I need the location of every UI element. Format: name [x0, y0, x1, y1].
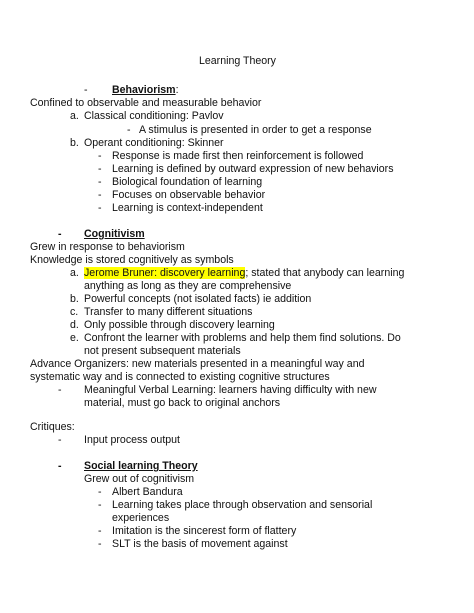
behaviorism-desc: Confined to observable and measurable behavior [30, 97, 262, 109]
social-heading: Social learning Theory [84, 460, 198, 472]
cognitivism-d-marker: d. [70, 319, 79, 331]
behaviorism-a-marker: a. [70, 110, 79, 122]
mvl-line2: material, must go back to original anchors [84, 397, 281, 409]
behaviorism-heading [112, 84, 179, 97]
social-desc: Grew out of cognitivism [84, 473, 195, 485]
behaviorism-b-sub-dash: - [98, 163, 102, 175]
critiques-dash: - [58, 434, 62, 446]
behaviorism-heading-colon: : [175, 84, 179, 96]
social-item-dash: - [98, 538, 102, 550]
mvl-dash: - [58, 384, 62, 396]
cognitivism-c-text: Transfer to many different situations [84, 306, 253, 318]
advance-organizers-line2: systematic way and is connected to existing cognitive structures [30, 371, 330, 383]
social-item-cont: experiences [112, 512, 170, 524]
behaviorism-b-sub: Biological foundation of learning [112, 176, 263, 188]
cognitivism-c-marker: c. [70, 306, 79, 318]
cognitivism-desc2: Knowledge is stored cognitively as symbols [30, 254, 234, 266]
behaviorism-b-sub: Focuses on observable behavior [112, 189, 266, 201]
critiques-heading: Critiques: [30, 421, 75, 433]
cognitivism-heading: Cognitivism [84, 228, 145, 240]
behaviorism-heading-text: Behaviorism [112, 84, 176, 96]
behaviorism-b-text: Operant conditioning: Skinner [84, 137, 224, 149]
behaviorism-b-sub-dash: - [98, 189, 102, 201]
cognitivism-e-cont: not present subsequent materials [84, 345, 241, 357]
social-item: Learning takes place through observation and sensorial [112, 499, 373, 511]
mvl-line1: Meaningful Verbal Learning: learners having difficulty with new [84, 384, 377, 396]
behaviorism-b-sub: Response is made first then reinforcement is followed [112, 150, 364, 162]
social-item: Albert Bandura [112, 486, 183, 498]
behaviorism-b-sub-dash: - [98, 202, 102, 214]
social-item: SLT is the basis of movement against [112, 538, 288, 550]
behaviorism-bullet: - [84, 84, 88, 96]
cognitivism-e-text: Confront the learner with problems and help them find solutions. Do [84, 332, 401, 344]
document-title: Learning Theory [199, 55, 276, 67]
critiques-item: Input process output [84, 434, 180, 446]
behaviorism-a-sub: A stimulus is presented in order to get a response [139, 124, 372, 136]
social-item-dash: - [98, 525, 102, 537]
cognitivism-bullet: - [58, 228, 62, 240]
cognitivism-b-text: Powerful concepts (not isolated facts) ie addition [84, 293, 312, 305]
behaviorism-b-sub: Learning is context-independent [112, 202, 263, 214]
cognitivism-b-marker: b. [70, 293, 79, 305]
advance-organizers-line1: Advance Organizers: new materials presented in a meaningful way and [30, 358, 365, 370]
behaviorism-a-text: Classical conditioning: Pavlov [84, 110, 224, 122]
cognitivism-e-marker: e. [70, 332, 79, 344]
social-item: Imitation is the sincerest form of flattery [112, 525, 297, 537]
social-bullet: - [58, 460, 62, 472]
behaviorism-a-sub-dash: - [127, 124, 131, 136]
cognitivism-a-rest: ; stated that anybody can learning [245, 267, 405, 279]
cognitivism-a-text [84, 267, 404, 280]
cognitivism-d-text: Only possible through discovery learning [84, 319, 275, 331]
behaviorism-b-sub: Learning is defined by outward expression of new behaviors [112, 163, 394, 175]
cognitivism-desc1: Grew in response to behaviorism [30, 241, 185, 253]
behaviorism-b-marker: b. [70, 137, 79, 149]
behaviorism-b-sub-dash: - [98, 176, 102, 188]
social-item-dash: - [98, 486, 102, 498]
cognitivism-a-marker: a. [70, 267, 79, 279]
cognitivism-a-cont: anything as long as they are comprehensive [84, 280, 292, 292]
highlighted-text: Jerome Bruner: discovery learning [84, 267, 246, 279]
social-item-dash: - [98, 499, 102, 511]
behaviorism-b-sub-dash: - [98, 150, 102, 162]
